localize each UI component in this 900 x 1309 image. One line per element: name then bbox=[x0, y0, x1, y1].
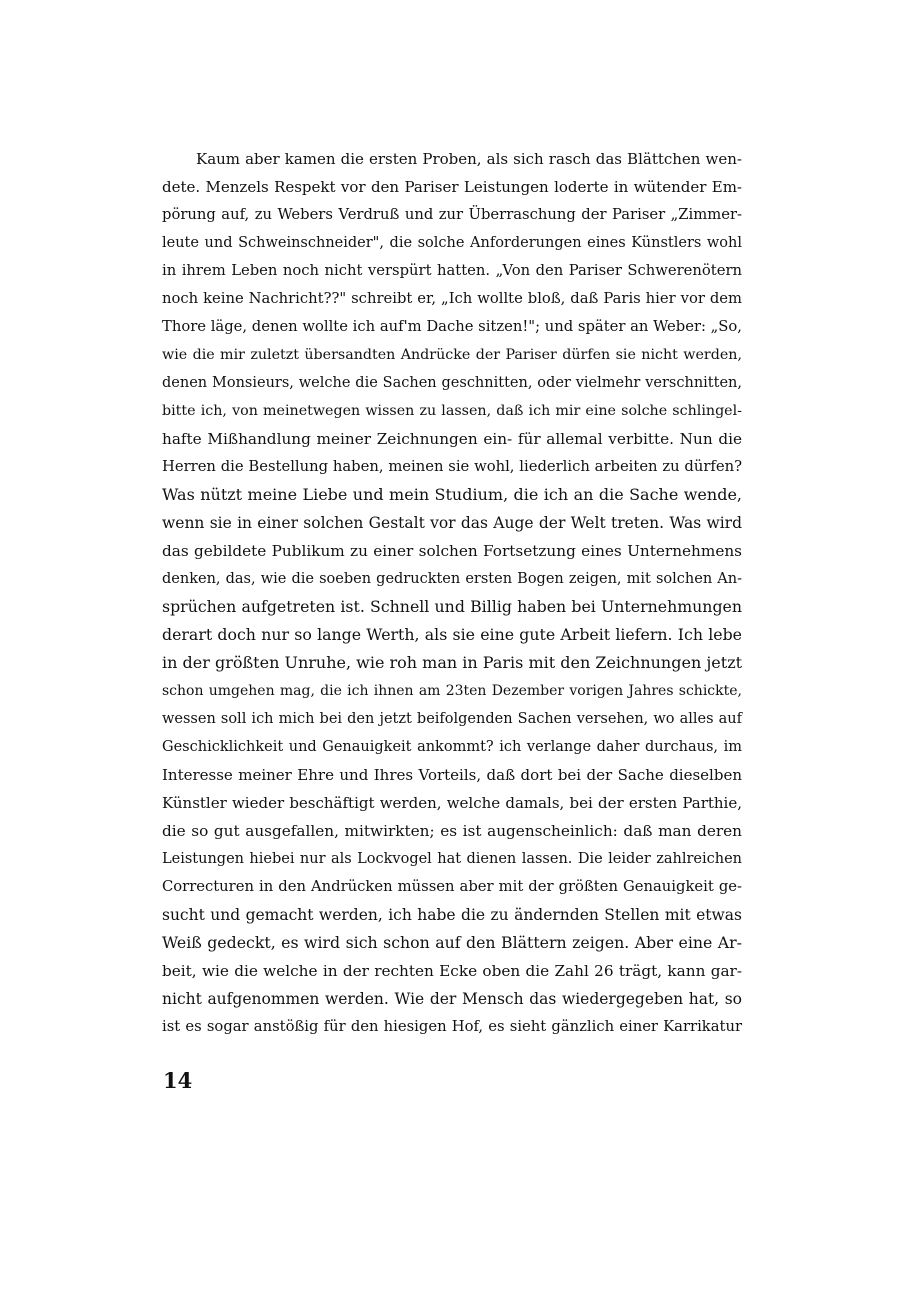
text-line: Interesse meiner Ehre und Ihres Vorteils, daß dort bei der Sache dieselben bbox=[162, 766, 742, 784]
text-line: denken, das, wie die soeben gedruckten ersten Bogen zeigen, mit solchen An- bbox=[162, 571, 742, 587]
text-line: leute und Schweinschneider", die solche Anforderungen eines Künstlers wohl bbox=[162, 235, 742, 251]
text-line: Herren die Bestellung haben, meinen sie wohl, liederlich arbeiten zu dürfen? bbox=[162, 458, 742, 475]
text-line: nicht aufgenommen werden. Wie der Mensch das wiedergegeben hat, so bbox=[162, 990, 742, 1008]
text-line: ist es sogar anstößig für den hiesigen Hof, es sieht gänzlich einer Karrikatur bbox=[162, 1018, 742, 1035]
text-line: wenn sie in einer solchen Gestalt vor das Auge der Welt treten. Was wird bbox=[162, 514, 742, 532]
text-line: die so gut ausgefallen, mitwirkten; es ist augenscheinlich: daß man deren bbox=[162, 822, 742, 840]
text-line: Geschicklichkeit und Genauigkeit ankommt? ich verlange daher durchaus, im bbox=[162, 739, 742, 755]
text-line: Leistungen hiebei nur als Lockvogel hat dienen lassen. Die leider zahlreichen bbox=[162, 851, 742, 867]
text-line: Correcturen in den Andrücken müssen aber mit der größten Genauigkeit ge- bbox=[162, 878, 742, 895]
text-line: bitte ich, von meinetwegen wissen zu lassen, daß ich mir eine solche schlingel- bbox=[162, 403, 742, 419]
text-line: derart doch nur so lange Werth, als sie eine gute Arbeit liefern. Ich lebe bbox=[162, 625, 742, 644]
text-line: Künstler wieder beschäftigt werden, welche damals, bei der ersten Parthie, bbox=[162, 794, 742, 812]
text-line: das gebildete Publikum zu einer solchen Fortsetzung eines Unternehmens bbox=[162, 542, 742, 560]
text-line: Was nützt meine Liebe und mein Studium, die ich an die Sache wende, bbox=[162, 485, 742, 504]
text-line: denen Monsieurs, welche die Sachen geschnitten, oder vielmehr verschnitten, bbox=[162, 375, 742, 391]
text-line: hafte Mißhandlung meiner Zeichnungen ein- für allemal verbitte. Nun die bbox=[162, 430, 742, 448]
text-line: wessen soll ich mich bei den jetzt beifolgenden Sachen versehen, wo alles auf bbox=[162, 711, 742, 727]
text-line: Thore läge, denen wollte ich auf'm Dache sitzen!"; und später an Weber: „So, bbox=[162, 318, 742, 335]
page-number: 14 bbox=[163, 1068, 193, 1093]
text-line: pörung auf, zu Webers Verdruß und zur Überraschung der Pariser „Zimmer- bbox=[162, 206, 742, 223]
text-line: sucht und gemacht werden, ich habe die zu ändernden Stellen mit etwas bbox=[162, 906, 742, 924]
text-line: wie die mir zuletzt übersandten Andrücke der Pariser dürfen sie nicht werden, bbox=[162, 347, 742, 363]
text-line: in ihrem Leben noch nicht verspürt hatten. „Von den Pariser Schwerenötern bbox=[162, 262, 742, 279]
text-line: Weiß gedeckt, es wird sich schon auf den Blättern zeigen. Aber eine Ar- bbox=[162, 933, 742, 952]
text-line: Kaum aber kamen die ersten Proben, als sich rasch das Blättchen wen- bbox=[196, 150, 742, 168]
text-line: sprüchen aufgetreten ist. Schnell und Billig haben bei Unternehmungen bbox=[162, 597, 742, 616]
text-line: schon umgehen mag, die ich ihnen am 23ten Dezember vorigen Jahres schickte, bbox=[162, 683, 742, 699]
text-line: dete. Menzels Respekt vor den Pariser Leistungen loderte in wütender Em- bbox=[162, 178, 742, 196]
text-line: noch keine Nachricht??" schreibt er, „Ich wollte bloß, daß Paris hier vor dem bbox=[162, 290, 742, 307]
text-line: in der größten Unruhe, wie roh man in Paris mit den Zeichnungen jetzt bbox=[162, 653, 743, 672]
text-line: beit, wie die welche in der rechten Ecke oben die Zahl 26 trägt, kann gar- bbox=[162, 962, 742, 980]
